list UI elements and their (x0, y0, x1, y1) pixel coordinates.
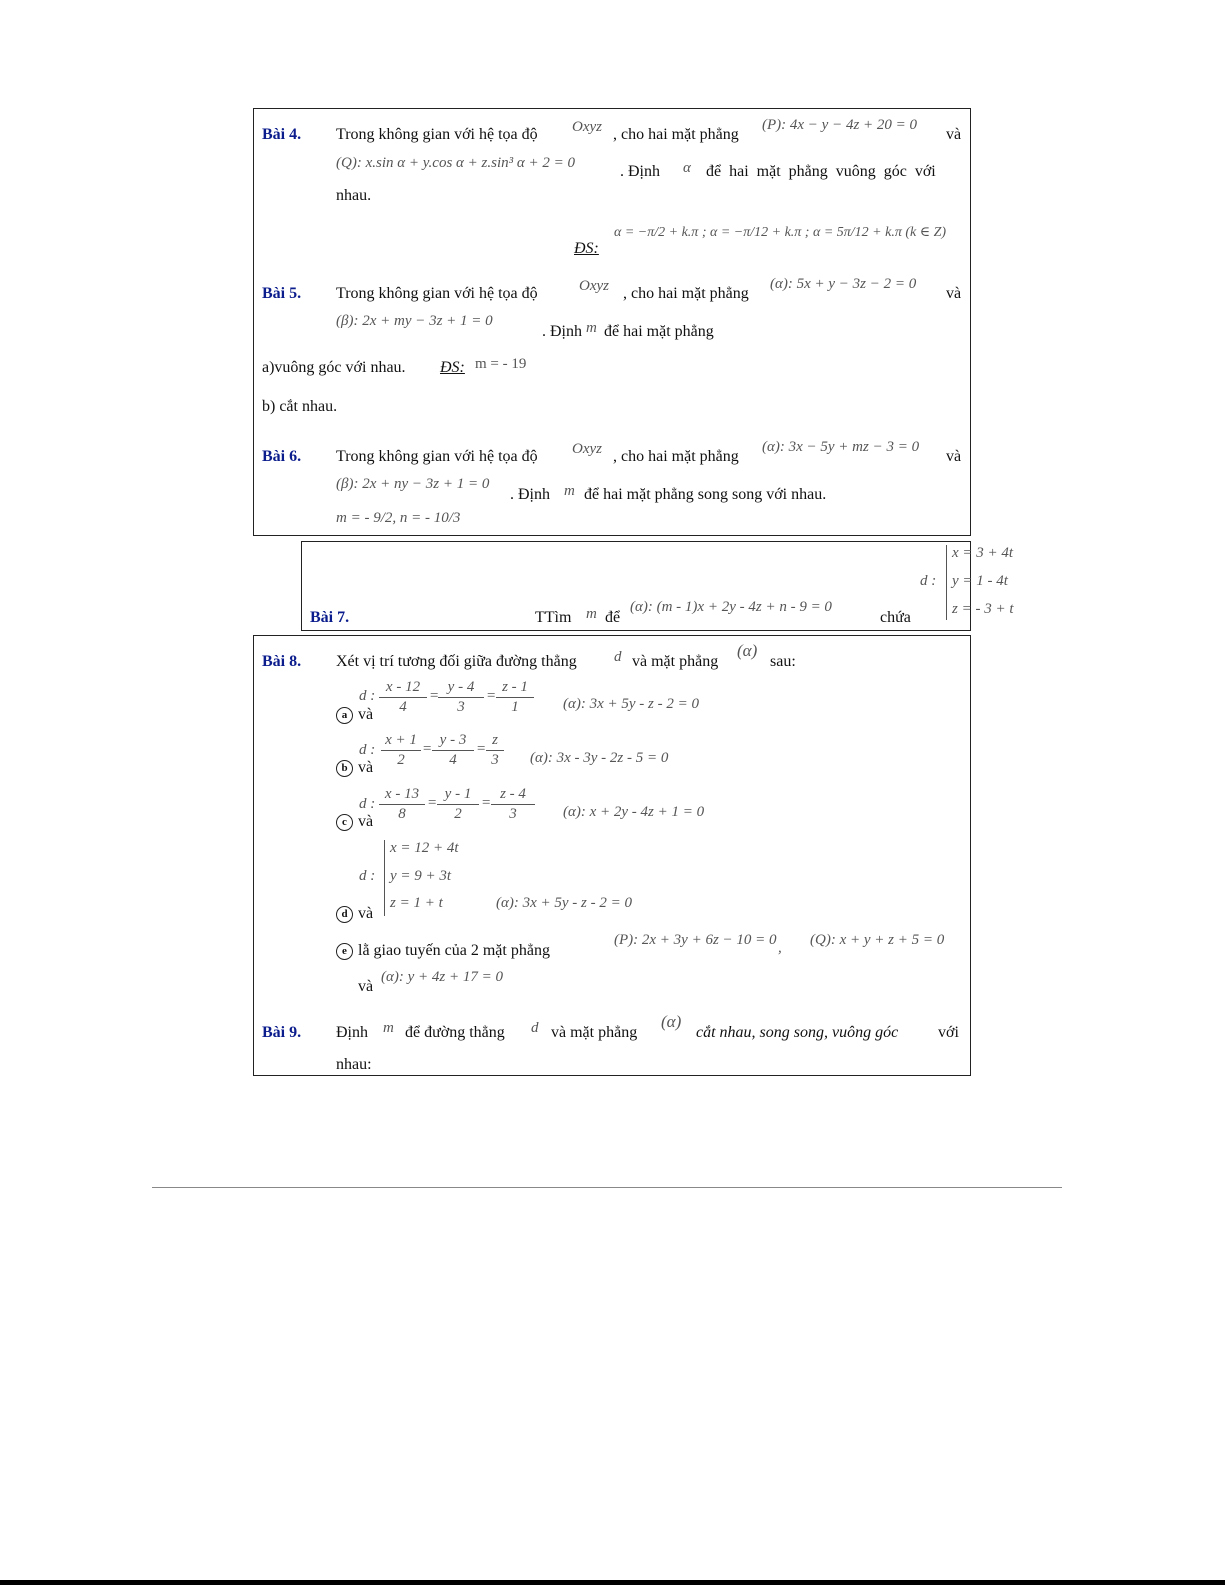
exercise-5-answer-a: m = - 19 (475, 356, 527, 372)
alpha-symbol: α (683, 160, 691, 176)
equals-sign: = (481, 795, 492, 811)
fraction (437, 785, 479, 824)
conjunction-text: và (358, 759, 374, 776)
plane-alpha-equation: (α): 3x − 5y + mz − 3 = 0 (762, 439, 920, 455)
denominator: 3 (509, 806, 517, 822)
line-d-symbol: d (531, 1020, 539, 1036)
plane-beta-equation: (β): 2x + my − 3z + 1 = 0 (336, 313, 493, 329)
plane-alpha-equation: (α): 3x + 5y - z - 2 = 0 (563, 696, 699, 712)
numerator: x - 13 (379, 785, 425, 805)
exercise-8-label: Bài 8. (262, 653, 302, 670)
fraction (379, 785, 425, 824)
exercise-4-text: để hai mặt phẳng vuông góc với (706, 163, 936, 180)
numerator: z - 1 (496, 678, 534, 698)
exercise-6-text: Trong không gian với hệ tọa độ (336, 448, 538, 465)
exercise-8-text: sau: (770, 653, 796, 670)
equals-sign: = (476, 741, 487, 757)
denominator: 8 (398, 806, 406, 822)
plane-alpha-equation: (α): y + 4z + 17 = 0 (381, 969, 503, 985)
fraction (381, 731, 421, 770)
m-symbol: m (564, 483, 575, 499)
equals-sign: = (427, 795, 438, 811)
plane-p-equation: (P): 2x + 3y + 6z − 10 = 0 (614, 932, 777, 948)
line-d-label: d : (920, 573, 937, 589)
plane-p-equation: (P): 4x − y − 4z + 20 = 0 (762, 117, 918, 133)
oxyz-symbol: Oxyz (579, 278, 609, 294)
conjunction-text: và (358, 978, 374, 995)
exercise-5-label: Bài 5. (262, 285, 302, 302)
exercise-4-answer: α = −π/2 + k.π ; α = −π/12 + k.π ; α = 5π/12 + k.π (k ∈ Z) (614, 225, 947, 240)
exercise-6-text: . Định (510, 486, 550, 503)
item-marker: b (336, 760, 353, 777)
plane-alpha-equation: (α): x + 2y - 4z + 1 = 0 (563, 804, 705, 820)
plane-alpha-equation: (α): 3x + 5y - z - 2 = 0 (496, 895, 632, 911)
equals-sign: = (429, 688, 440, 704)
exercise-5-text: . Định (542, 323, 582, 340)
exercise-box-7 (301, 541, 971, 631)
exercise-4-text: . Định (620, 163, 660, 180)
exercise-6-answer: m = - 9/2, n = - 10/3 (336, 510, 461, 526)
item-e-text: lằ giao tuyến của 2 mặt phẳng (358, 942, 550, 959)
plane-beta-equation: (β): 2x + ny − 3z + 1 = 0 (336, 476, 490, 492)
item-b (336, 759, 373, 777)
exercise-5-text: để hai mặt phẳng (604, 323, 714, 340)
exercise-5-part-a: a)vuông góc với nhau. (262, 359, 406, 376)
m-symbol: m (383, 1020, 394, 1036)
page-bottom-edge (0, 1580, 1225, 1585)
denominator: 1 (511, 699, 519, 715)
item-d (336, 905, 373, 923)
exercise-4-text: , cho hai mặt phẳng (613, 126, 739, 143)
exercise-7-text: để (605, 609, 621, 626)
oxyz-symbol: Oxyz (572, 441, 602, 457)
denominator: 3 (457, 699, 465, 715)
equals-sign: = (486, 688, 497, 704)
exercise-9-text: và mặt phẳng (551, 1024, 638, 1041)
fraction (432, 731, 474, 770)
numerator: y - 4 (438, 678, 484, 698)
fraction (379, 678, 427, 717)
m-symbol: m (586, 606, 597, 622)
numerator: y - 1 (437, 785, 479, 805)
exercise-6-label: Bài 6. (262, 448, 302, 465)
conjunction-text: và (358, 813, 374, 830)
exercise-9-text: để đường thẳng (405, 1024, 505, 1041)
exercise-9-text: nhau: (336, 1056, 372, 1073)
exercise-9-text: Định (336, 1024, 368, 1041)
line-d-x: x = 12 + 4t (390, 840, 459, 856)
numerator: z (486, 731, 504, 751)
conjunction-text: và (358, 706, 374, 723)
line-d-label: d : (359, 742, 376, 758)
line-d-symbol: d (614, 649, 622, 665)
exercise-4-text: nhau. (336, 187, 372, 204)
answer-label: ĐS: (574, 240, 599, 257)
exercise-5-text: , cho hai mặt phẳng (623, 285, 749, 302)
line-d-label: d : (359, 796, 376, 812)
conjunction-text: và (358, 905, 374, 922)
denominator: 2 (454, 806, 462, 822)
exercise-4-label: Bài 4. (262, 126, 302, 143)
system-brace (946, 545, 947, 620)
line-d-label: d : (359, 868, 376, 884)
line-d-x: x = 3 + 4t (952, 545, 1014, 561)
equals-sign: = (422, 741, 433, 757)
plane-alpha-symbol: (α) (661, 1012, 682, 1031)
m-symbol: m (586, 320, 597, 336)
numerator: y - 3 (432, 731, 474, 751)
exercise-7-text: TTìm (535, 609, 572, 626)
item-marker: e (336, 943, 353, 960)
denominator: 4 (449, 752, 457, 768)
denominator: 2 (397, 752, 405, 768)
plane-alpha-symbol: (α) (737, 641, 758, 660)
conjunction-text: và (946, 285, 962, 302)
exercise-8-text: Xét vị trí tương đối giữa đường thẳng (336, 653, 577, 670)
answer-label: ĐS: (440, 359, 465, 376)
exercise-4-text: Trong không gian với hệ tọa độ (336, 126, 538, 143)
exercise-6-text: để hai mặt phẳng song song với nhau. (584, 486, 827, 503)
denominator: 3 (491, 752, 499, 768)
exercise-7-text: chứa (880, 609, 911, 626)
plane-alpha-equation: (α): 3x - 3y - 2z - 5 = 0 (530, 750, 669, 766)
denominator: 4 (399, 699, 407, 715)
item-c (336, 813, 373, 831)
separator-comma: , (778, 940, 782, 956)
exercise-5-text: Trong không gian với hệ tọa độ (336, 285, 538, 302)
line-d-label: d : (359, 688, 376, 704)
numerator: x + 1 (381, 731, 421, 751)
exercise-9-label: Bài 9. (262, 1024, 302, 1041)
plane-q-equation: (Q): x.sin α + y.cos α + z.sin³ α + 2 = 0 (336, 155, 576, 171)
exercise-9-text: cắt nhau, song song, vuông góc (696, 1024, 899, 1041)
numerator: x - 12 (379, 678, 427, 698)
system-brace (384, 840, 385, 916)
item-marker: c (336, 814, 353, 831)
line-d-z: z = - 3 + t (952, 601, 1014, 617)
page-divider (152, 1187, 1062, 1188)
numerator: z - 4 (491, 785, 535, 805)
plane-alpha-equation: (α): (m - 1)x + 2y - 4z + n - 9 = 0 (630, 599, 832, 615)
exercise-6-text: , cho hai mặt phẳng (613, 448, 739, 465)
plane-q-equation: (Q): x + y + z + 5 = 0 (810, 932, 945, 948)
oxyz-symbol: Oxyz (572, 119, 602, 135)
line-d-z: z = 1 + t (390, 895, 443, 911)
exercise-8-text: và mặt phẳng (632, 653, 719, 670)
exercise-9-text: với (938, 1024, 959, 1041)
exercise-5-part-b: b) cắt nhau. (262, 398, 338, 415)
exercise-7-label: Bài 7. (310, 609, 350, 626)
fraction (496, 678, 534, 717)
item-a (336, 706, 373, 724)
fraction (438, 678, 484, 717)
plane-alpha-equation: (α): 5x + y − 3z − 2 = 0 (770, 276, 917, 292)
conjunction-text: và (946, 126, 962, 143)
fraction (486, 731, 504, 770)
item-marker: a (336, 707, 353, 724)
fraction (491, 785, 535, 824)
line-d-y: y = 9 + 3t (390, 868, 452, 884)
line-d-y: y = 1 - 4t (952, 573, 1008, 589)
item-marker: d (336, 906, 353, 923)
item-e (336, 942, 550, 960)
conjunction-text: và (946, 448, 962, 465)
